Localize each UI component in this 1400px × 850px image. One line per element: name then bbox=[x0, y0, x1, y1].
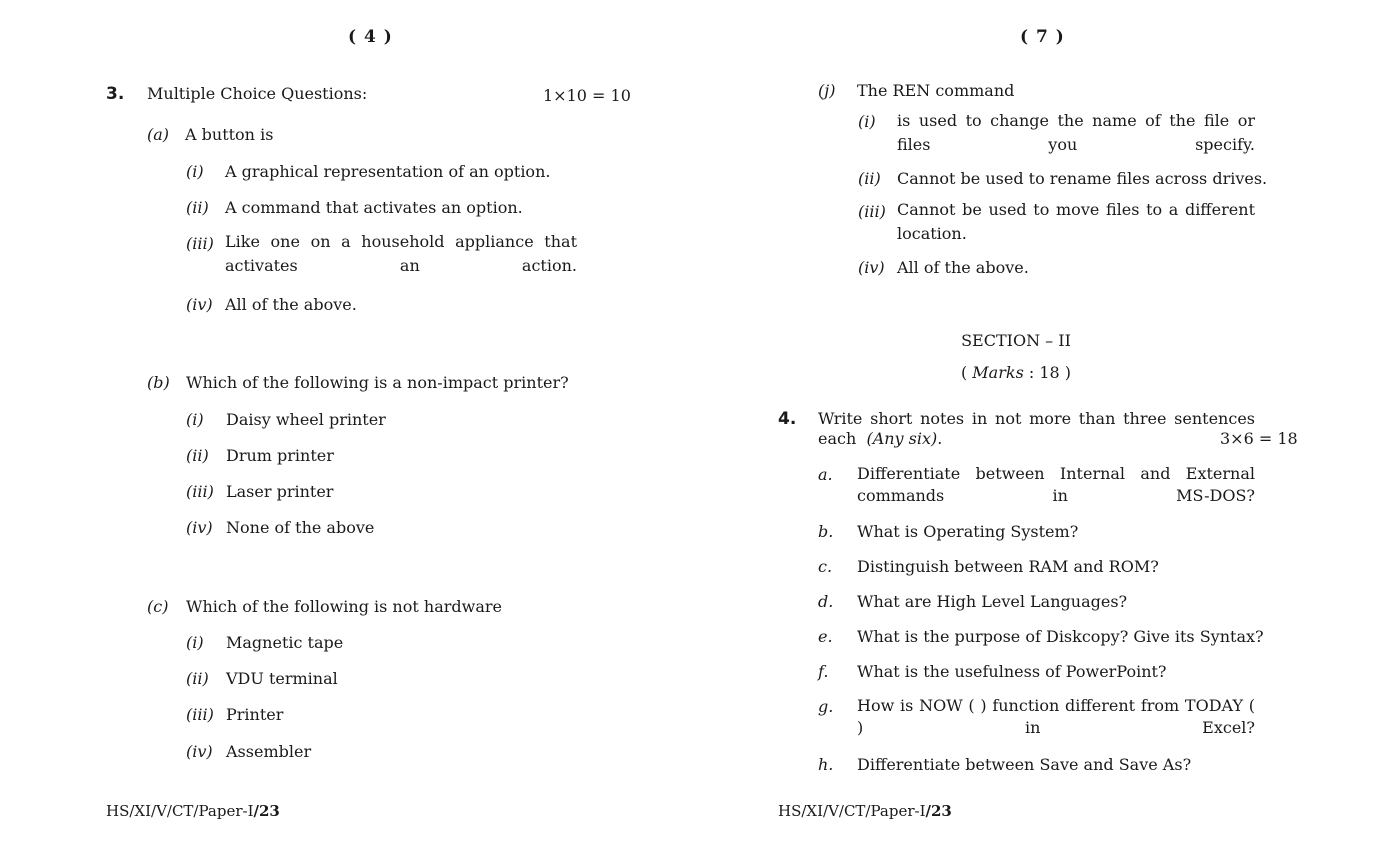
part-a-option-label: (ii) bbox=[186, 198, 209, 217]
question-3-number: 3. bbox=[106, 84, 125, 104]
part-a-option-text: Like one on a household appliance that activates an action. bbox=[225, 232, 577, 275]
part-j-option-label: (ii) bbox=[858, 169, 881, 188]
part-c-option-text: Assembler bbox=[226, 742, 312, 761]
q4-item-label: d. bbox=[818, 592, 834, 611]
question-4-number: 4. bbox=[778, 409, 797, 429]
q4-item-text: How is NOW ( ) function different from TODAY ( ) in Excel? bbox=[857, 696, 1255, 737]
q4-item-label: a. bbox=[818, 465, 833, 484]
q4-item-text: What is Operating System? bbox=[857, 522, 1079, 541]
part-j-option-label: (iii) bbox=[858, 202, 886, 221]
part-b-option-text: Laser printer bbox=[226, 482, 334, 501]
q4-item-text: What is the usefulness of PowerPoint? bbox=[857, 662, 1167, 681]
part-j-option-text: Cannot be used to rename files across drives. bbox=[897, 169, 1268, 188]
footer-code: HS/XI/V/CT/Paper-I bbox=[778, 802, 926, 820]
part-c-option-text: VDU terminal bbox=[226, 669, 338, 688]
part-a-option-text: A command that activates an option. bbox=[225, 198, 523, 217]
page-number-right: ( 7 ) bbox=[1020, 27, 1065, 47]
section-marks-open: ( bbox=[960, 363, 973, 382]
part-c-option-text: Magnetic tape bbox=[226, 633, 344, 652]
part-b-option-text: None of the above bbox=[226, 518, 375, 537]
q4-item-label: c. bbox=[818, 557, 833, 576]
part-j-option-text: is used to change the name of the file or files you specify. bbox=[897, 111, 1255, 154]
question-4-any-six: (Any six). bbox=[866, 429, 943, 448]
part-b-text: Which of the following is a non-impact printer? bbox=[186, 373, 569, 392]
part-a-option-text: All of the above. bbox=[225, 295, 357, 314]
part-b-label: (b) bbox=[147, 373, 170, 392]
footer-left bbox=[106, 802, 280, 820]
q4-item-text: Differentiate between Save and Save As? bbox=[857, 755, 1192, 774]
section-marks-word: Marks bbox=[972, 363, 1024, 382]
part-j-option-text: All of the above. bbox=[897, 258, 1029, 277]
part-b-option-label: (ii) bbox=[186, 446, 209, 465]
footer-right bbox=[778, 802, 952, 820]
part-a-text: A button is bbox=[185, 125, 274, 144]
part-b-option-label: (i) bbox=[186, 410, 204, 429]
part-b-option-text: Drum printer bbox=[226, 446, 334, 465]
q4-item-text: Distinguish between RAM and ROM? bbox=[857, 557, 1159, 576]
question-4-marks: 3×6 = 18 bbox=[1220, 429, 1298, 448]
section-marks-rest: : 18 ) bbox=[1023, 363, 1072, 382]
part-b-option-label: (iii) bbox=[186, 482, 214, 501]
part-a-option-label: (iii) bbox=[186, 234, 214, 253]
part-b-option-label: (iv) bbox=[186, 518, 213, 537]
part-j-text: The REN command bbox=[857, 81, 1015, 100]
question-4-text-line1: Write short notes in not more than three sentences bbox=[818, 409, 1255, 428]
question-3-title: Multiple Choice Questions: bbox=[147, 84, 368, 103]
part-c-option-label: (iv) bbox=[186, 742, 213, 761]
part-a-option-label: (i) bbox=[186, 162, 204, 181]
q4-item-label: e. bbox=[818, 627, 833, 646]
q4-item-text: What is the purpose of Diskcopy? Give its Syntax? bbox=[857, 627, 1264, 646]
q4-item-label: g. bbox=[818, 697, 834, 716]
q4-item-label: b. bbox=[818, 522, 834, 541]
footer-suffix: /23 bbox=[253, 802, 280, 820]
part-j-option-label: (i) bbox=[858, 112, 876, 131]
page-number-left: ( 4 ) bbox=[348, 27, 393, 47]
part-a-option-text: A graphical representation of an option. bbox=[225, 162, 551, 181]
part-b-option-text: Daisy wheel printer bbox=[226, 410, 386, 429]
section-marks bbox=[916, 363, 1116, 382]
part-j-option-text: Cannot be used to move files to a different location. bbox=[897, 200, 1255, 243]
part-a-option-label: (iv) bbox=[186, 295, 213, 314]
question-3-marks: 1×10 = 10 bbox=[543, 86, 631, 105]
section-title: SECTION – II bbox=[961, 331, 1071, 350]
part-a-label: (a) bbox=[147, 125, 170, 144]
q4-item-text: Differentiate between Internal and External commands in MS-DOS? bbox=[857, 464, 1255, 505]
part-j-option-label: (iv) bbox=[858, 258, 885, 277]
part-c-label: (c) bbox=[147, 597, 169, 616]
q4-item-text: What are High Level Languages? bbox=[857, 592, 1128, 611]
part-c-text: Which of the following is not hardware bbox=[186, 597, 502, 616]
part-c-option-label: (iii) bbox=[186, 705, 214, 724]
question-4-text-line2 bbox=[818, 429, 942, 448]
question-4-each: each bbox=[818, 429, 857, 448]
footer-suffix: /23 bbox=[925, 802, 952, 820]
part-c-option-label: (ii) bbox=[186, 669, 209, 688]
part-j-label: (j) bbox=[818, 81, 836, 100]
part-c-option-label: (i) bbox=[186, 633, 204, 652]
part-c-option-text: Printer bbox=[226, 705, 284, 724]
q4-item-label: f. bbox=[818, 662, 829, 681]
footer-code: HS/XI/V/CT/Paper-I bbox=[106, 802, 254, 820]
q4-item-label: h. bbox=[818, 755, 834, 774]
